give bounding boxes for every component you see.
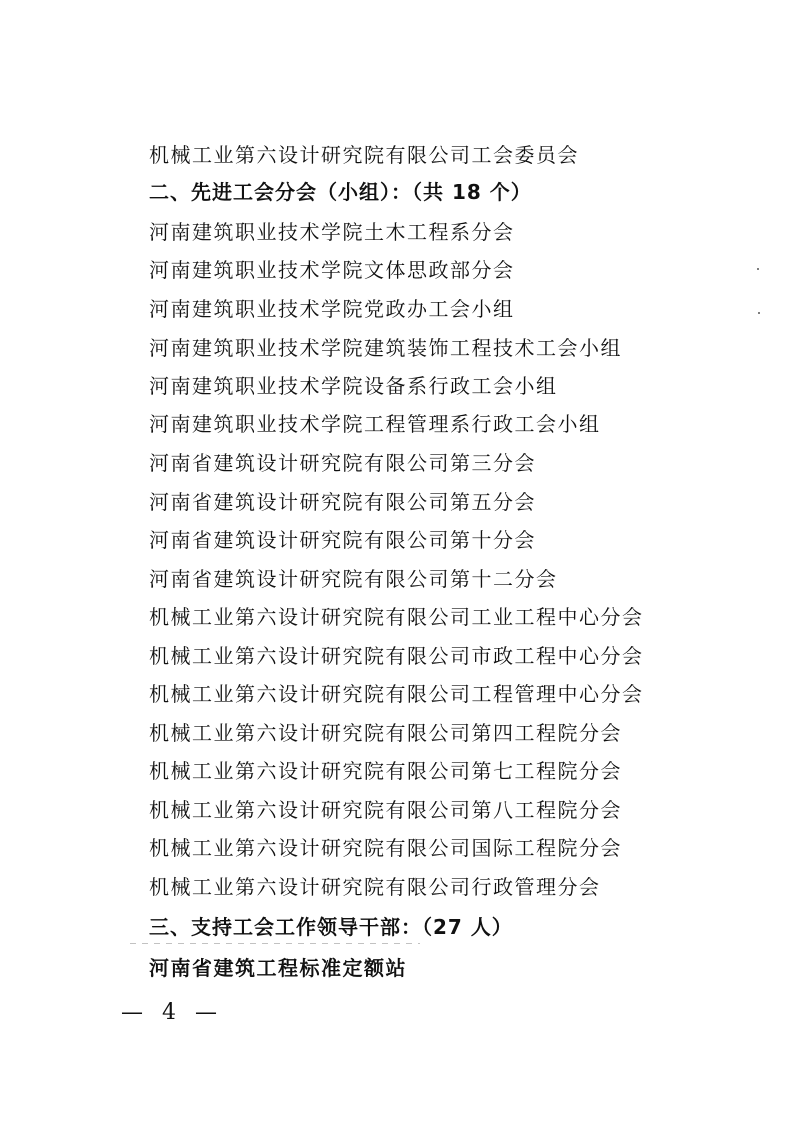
list-item: 机械工业第六设计研究院有限公司第八工程院分会 (149, 798, 622, 822)
list-item: 河南省建筑设计研究院有限公司第十分会 (149, 528, 536, 552)
list-item: 机械工业第六设计研究院有限公司工业工程中心分会 (149, 605, 644, 629)
list-item: 河南省建筑设计研究院有限公司第三分会 (149, 451, 536, 475)
list-item: 机械工业第六设计研究院有限公司市政工程中心分会 (149, 644, 644, 668)
page-number: — 4 — (121, 1000, 223, 1025)
list-item: 机械工业第六设计研究院有限公司行政管理分会 (149, 875, 601, 899)
list-item: 河南建筑职业技术学院建筑装饰工程技术工会小组 (149, 336, 622, 360)
section-heading: 二、先进工会分会（小组）：（共 18 个） (149, 180, 532, 204)
list-item: 河南建筑职业技术学院设备系行政工会小组 (149, 374, 558, 398)
list-item: 河南省建筑工程标准定额站 (149, 956, 407, 980)
list-item: 河南建筑职业技术学院党政办工会小组 (149, 297, 515, 321)
scan-speck (758, 312, 760, 314)
list-item: 机械工业第六设计研究院有限公司工会委员会 (149, 143, 579, 167)
list-item: 河南省建筑设计研究院有限公司第五分会 (149, 490, 536, 514)
list-item: 河南省建筑设计研究院有限公司第十二分会 (149, 567, 558, 591)
list-item: 机械工业第六设计研究院有限公司工程管理中心分会 (149, 682, 644, 706)
list-item: 河南建筑职业技术学院土木工程系分会 (149, 220, 515, 244)
scan-artifact-line (130, 943, 420, 944)
scan-speck (757, 268, 759, 270)
section-heading: 三、支持工会工作领导干部：（27 人） (149, 915, 513, 939)
list-item: 机械工业第六设计研究院有限公司国际工程院分会 (149, 836, 622, 860)
list-item: 机械工业第六设计研究院有限公司第七工程院分会 (149, 759, 622, 783)
list-item: 河南建筑职业技术学院工程管理系行政工会小组 (149, 412, 601, 436)
list-item: 机械工业第六设计研究院有限公司第四工程院分会 (149, 721, 622, 745)
list-item: 河南建筑职业技术学院文体思政部分会 (149, 258, 515, 282)
